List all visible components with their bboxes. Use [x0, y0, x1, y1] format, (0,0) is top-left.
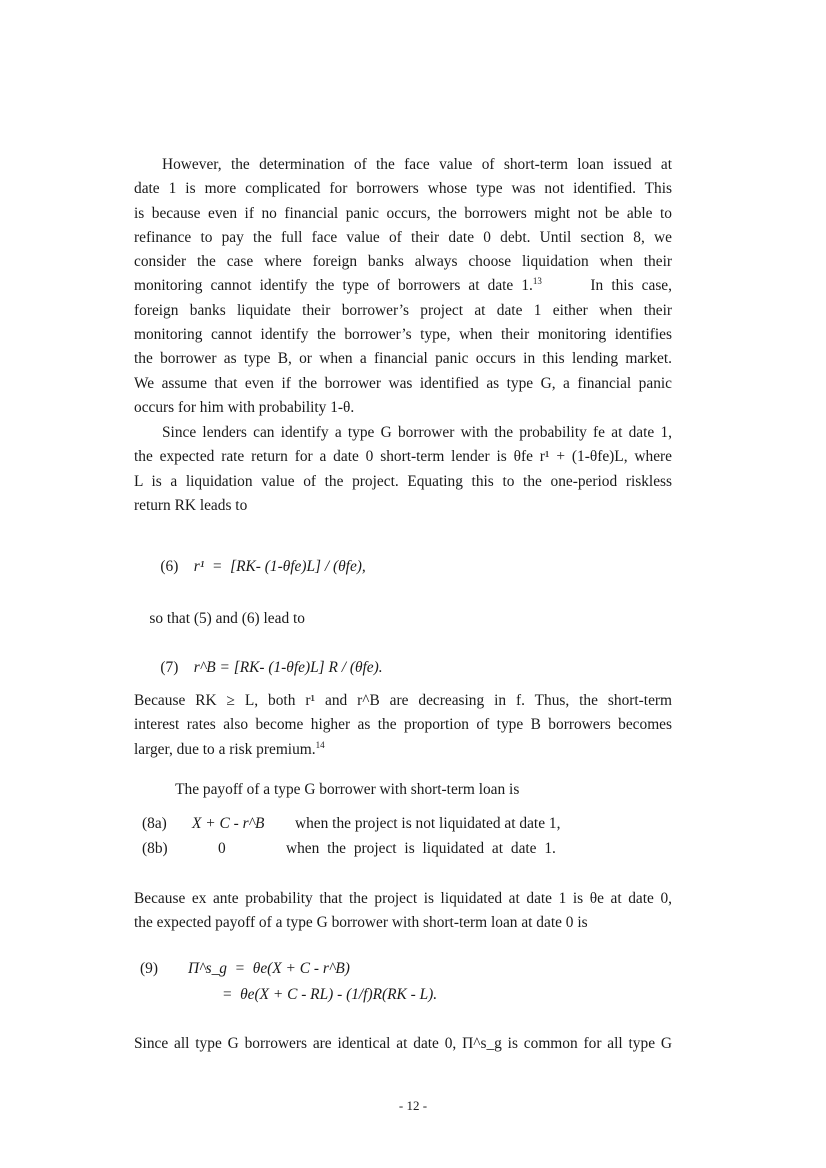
equation-8b-number: (8b)	[142, 840, 168, 857]
paragraph-3	[134, 689, 672, 762]
text-line: refinance to pay the full face value of their date 0 debt. Until section 8, we	[134, 228, 672, 246]
equation-number: (7)	[160, 659, 179, 676]
text-line: date 1 is more complicated for borrowers whose type was not identified. This	[134, 180, 672, 198]
text-fragment: monitoring cannot identify the type of borrowers at date 1.	[134, 277, 533, 295]
footnote-marker: 13	[532, 276, 542, 287]
text-line: return RK leads to	[134, 496, 248, 514]
text-line: so that (5) and (6) lead to	[149, 610, 305, 627]
equation-8b-expr: 0	[218, 840, 226, 857]
text-line: occurs for him with probability 1-θ.	[134, 398, 355, 416]
equation-9-line-2: = θe(X + C - RL) - (1/f)R(RK - L).	[222, 986, 438, 1003]
equation-8b-condition: when the project is liquidated at date 1.	[286, 840, 556, 857]
equation-6	[145, 540, 366, 594]
text-line: We assume that even if the borrower was identified as type G, a financial panic	[134, 374, 672, 392]
equation-8a-number: (8a)	[142, 815, 167, 832]
text-line	[134, 274, 672, 298]
text-fragment: larger, due to a risk premium.	[134, 740, 316, 758]
text-line: Because ex ante probability that the project is liquidated at date 1 is θe at date 0,	[134, 890, 672, 907]
text-line: Since all type G borrowers are identical at date 0, Π^s_g is common for all type G	[134, 1035, 672, 1052]
text-line: consider the case where foreign banks always choose liquidation when their	[134, 253, 672, 271]
equation-9-number: (9)	[140, 960, 158, 977]
paragraph-4	[160, 763, 519, 817]
text-line: The payoff of a type G borrower with short-term loan is	[175, 781, 520, 798]
paragraph-2	[134, 421, 672, 518]
equation-8a-expr: X + C - r^B	[192, 815, 265, 832]
text-line: However, the determination of the face value of short-term loan issued at	[162, 156, 672, 173]
text-line: foreign banks liquidate their borrower’s project at date 1 either when their	[134, 301, 672, 319]
text-line: the expected rate return for a date 0 short-term lender is θfe r¹ + (1-θfe)L, where	[134, 448, 672, 466]
text-line: interest rates also become higher as the proportion of type B borrowers becomes	[134, 716, 672, 734]
footnote-marker: 14	[315, 739, 325, 750]
paragraph-1	[134, 153, 672, 420]
text-line: Because RK ≥ L, both r¹ and r^B are decreasing in f. Thus, the short-term	[134, 692, 672, 709]
text-line: monitoring cannot identify the borrower’s type, when their monitoring identifies	[134, 326, 672, 344]
text-line: Since lenders can identify a type G borrower with the probability fe at date 1,	[162, 424, 672, 441]
text-fragment: In this case,	[590, 277, 672, 295]
paragraph-6	[134, 1032, 672, 1056]
equation-7	[145, 641, 383, 695]
text-line: the borrower as type B, or when a financial panic occurs in this lending market.	[134, 350, 672, 368]
equation-number: (6)	[160, 558, 179, 575]
equation-9-line-1: Π^s_g = θe(X + C - r^B)	[188, 960, 350, 977]
equation-body: r¹ = [RK- (1-θfe)L] / (θfe),	[193, 558, 366, 575]
paragraph-5	[134, 887, 672, 936]
text-line: L is a liquidation value of the project. Equating this to the one-period riskless	[134, 472, 672, 490]
text-line	[134, 738, 672, 762]
text-line: is because even if no financial panic occurs, the borrowers might not be able to	[134, 204, 672, 222]
page-number: - 12 -	[398, 1098, 428, 1113]
text-after-eq6	[134, 592, 305, 646]
text-line: the expected payoff of a type G borrower with short-term loan at date 0 is	[134, 914, 588, 932]
equation-body: r^B = [RK- (1-θfe)L] R / (θfe).	[193, 659, 383, 676]
equation-8a-condition: when the project is not liquidated at date 1,	[295, 815, 561, 832]
